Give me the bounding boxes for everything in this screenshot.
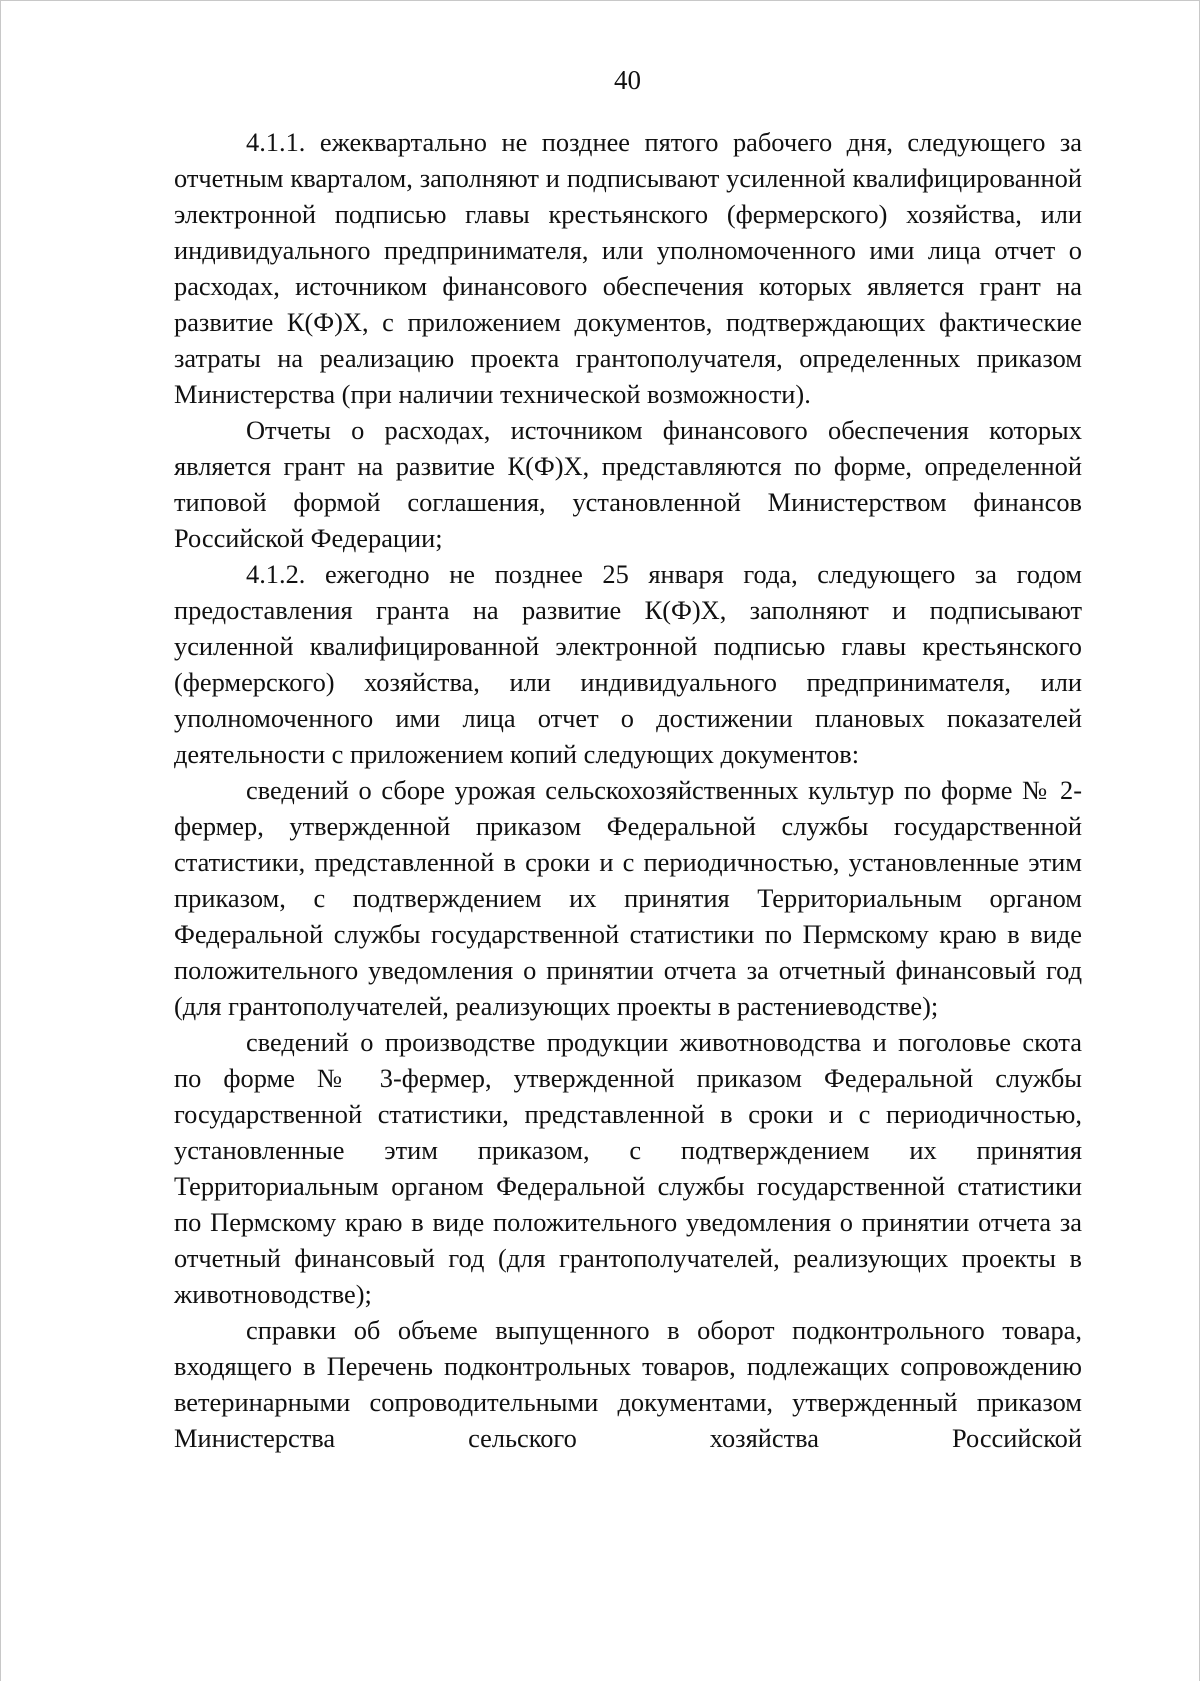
paragraph-expense-reports: Отчеты о расходах, источником финансового обеспечения которых является грант на развитие К(Ф)Х, представляются по форме, определенной типовой формой соглашения, установленной Министерством финансов Российской Федерации; <box>174 415 1082 553</box>
paragraph-livestock-info: сведений о производстве продукции животноводства и поголовье скота по форме № 3-фермер, утвержденной приказом Федеральной службы государственной статистики, представленной в сроки и с периодичностью, установленные этим приказом, с подтверждением их принятия Территориальным органом Федеральной службы государственной статистики по Пермскому краю в виде положительного уведомления о принятии отчета за отчетный финансовый год (для грантополучателей, реализующих проекты в животноводстве); <box>174 1027 1082 1309</box>
page-border-top <box>0 0 1200 1</box>
paragraph-4-1-2: 4.1.2. ежегодно не позднее 25 января года, следующего за годом предоставления гранта на развитие К(Ф)Х, заполняют и подписывают усиленной квалифицированной электронной подписью главы крестьянского (фермерского) хозяйства, или индивидуального предпринимателя, или уполномоченного ими лица отчет о достижении плановых показателей деятельности с приложением копий следующих документов: <box>174 559 1082 769</box>
paragraph-4-1-1: 4.1.1. ежеквартально не позднее пятого рабочего дня, следующего за отчетным кварталом, заполняют и подписывают усиленной квалифицированной электронной подписью главы крестьянского (фермерского) хозяйства, или индивидуального предпринимателя, или уполномоченного ими лица отчет о расходах, источником финансового обеспечения которых является грант на развитие К(Ф)Х, с приложением документов, подтверждающих фактические затраты на реализацию проекта грантополучателя, определенных приказом Министерства (при наличии технической возможности). <box>174 127 1082 409</box>
paragraph-crop-harvest-info: сведений о сборе урожая сельскохозяйственных культур по форме № 2-фермер, утвержденной приказом Федеральной службы государственной статистики, представленной в сроки и с периодичностью, установленные этим приказом, с подтверждением их принятия Территориальным органом Федеральной службы государственной статистики по Пермскому краю в виде положительного уведомления о принятии отчета за отчетный финансовый год (для грантополучателей, реализующих проекты в растениеводстве); <box>174 775 1082 1021</box>
document-body <box>174 124 1082 1456</box>
paragraph-goods-reference: справки об объеме выпущенного в оборот подконтрольного товара, входящего в Перечень подконтрольных товаров, подлежащих сопровождению ветеринарными сопроводительными документами, утвержденный приказом Министерства сельского хозяйства Российской <box>174 1315 1082 1453</box>
page-border-left <box>0 0 1 1681</box>
page-number: 40 <box>614 65 641 95</box>
